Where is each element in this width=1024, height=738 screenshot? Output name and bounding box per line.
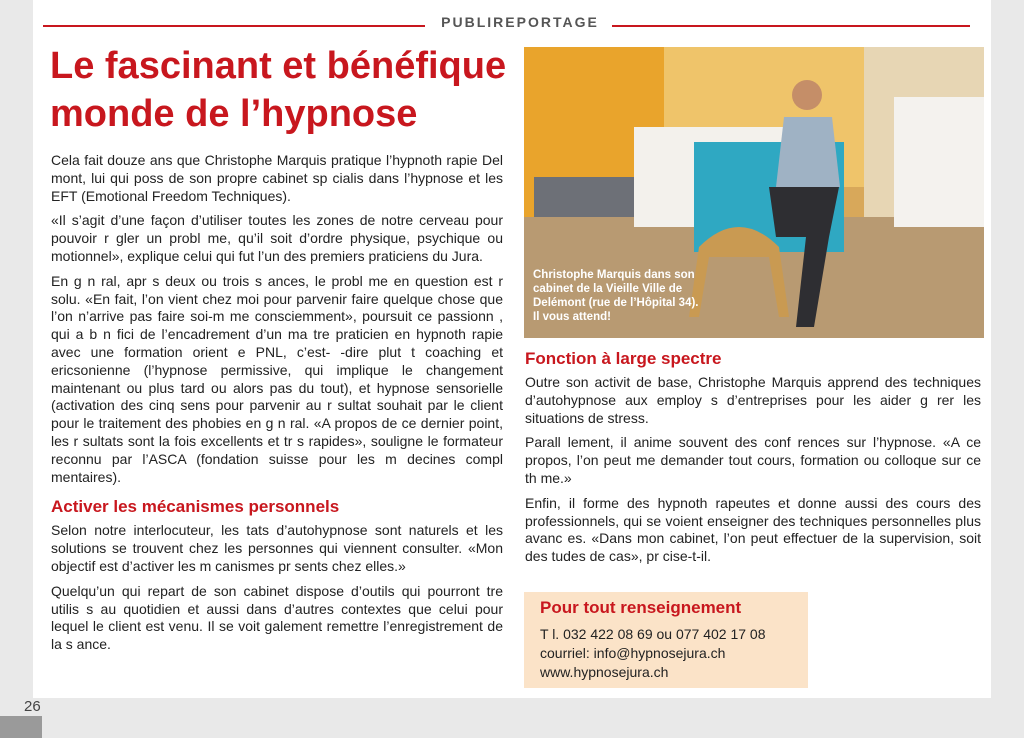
photo-caption: Christophe Marquis dans son cabinet de la Vieille Ville de Delémont (rue de l’Hôpital 34). Il vous attend!: [533, 269, 699, 323]
contact-website[interactable]: www.hypnosejura.ch: [540, 664, 669, 680]
paragraph-7: Parall lement, il anime souvent des conf rences sur l’hypnose. «A ce propos, l’on peut me demander tout cours, formation ou colloque sur ce th me.»: [525, 434, 981, 486]
paragraph-1: Cela fait douze ans que Christophe Marquis pratique l’hypnoth rapie Del mont, lui qui poss de son propre cabinet sp cialis dans l’hypnose et les EFT (Emotional Freedom Techniques).: [51, 152, 503, 204]
section-label: PUBLIREPORTAGE: [441, 14, 599, 30]
contact-box: [524, 592, 808, 688]
paragraph-5: Quelqu’un qui repart de son cabinet dispose d’outils qui pourront tre utilis s au quotidien et aussi dans d’autres contextes que celui pour lequel le client est venu. Il se voit galement remettre l’enregistrement de la s ance.: [51, 582, 503, 653]
paragraph-2: «Il s’agit d’une façon d’utiliser toutes les zones de notre cerveau pour pouvoir r gler un probl me, qu’il soit d’ordre physique, psychique ou motionnel», explique celui qui fut l’un des premiers praticiens du Jura.: [51, 212, 503, 264]
paragraph-8: Enfin, il forme des hypnoth rapeutes et donne aussi des cours des professionnels, qui se voient enseigner des techniques personnelles plus avanc es. «Dans mon cabinet, l’on peut effectuer de la supervision, soit des tudes de cas», pr cise-t-il.: [525, 494, 981, 565]
article-title: [50, 42, 520, 138]
page-number: 26: [24, 698, 41, 715]
title-line-2: monde de l’hypnose: [50, 93, 418, 135]
page-tab: [0, 716, 42, 738]
paragraph-4: Selon notre interlocuteur, les tats d’autohypnose sont naturels et les solutions se trouvent chez les personnes qui viennent consulter. «Mon objectif est d’activer les m canismes pr sents chez elles.»: [51, 522, 503, 574]
contact-title: Pour tout renseignement: [540, 598, 742, 617]
contact-phone[interactable]: T l. 032 422 08 69 ou 077 402 17 08: [540, 626, 766, 642]
paragraph-3: En g n ral, apr s deux ou trois s ances, le probl me en question est r solu. «En fait, l’on vient chez moi pour parvenir faire quelque chose que l’on n’arrive pas faire soi-m me consciemment», poursuit ce passionn , qui a b n fici de l’encadrement d’un ma tre praticien en hypnoth rapie avec une formation orient e PNL, c’est- -dire plut t coaching et ericsonienne (l’hypnose permissive, qui implique le changement maintenant ou plus tard ou alors pas du tout), et hypnose sensorielle (activation des cinq sens pour parvenir au r sultat souhait par le client pour le traitement des phobies en g n ral. «A propos de ce dernier point, les r sultats sont la fois excellents et tr s rapides», souligne le formateur reconnu par l’ASCA (fondation suisse pour les m decines compl mentaires).: [51, 272, 503, 485]
contact-email[interactable]: courriel: info@hypnosejura.ch: [540, 645, 726, 661]
subheading-mechanisms: Activer les mécanismes personnels: [51, 497, 340, 517]
title-line-1: Le fascinant et bénéfique: [50, 45, 507, 87]
right-column: [525, 349, 981, 573]
header-rule-right: [612, 25, 970, 27]
left-column: [51, 152, 503, 661]
header-rule-left: [43, 25, 425, 27]
paragraph-6: Outre son activit de base, Christophe Marquis apprend des techniques d’autohypnose aux employ s d’entreprises pour les aider g rer les situations de stress.: [525, 374, 981, 426]
subheading-spectrum: Fonction à large spectre: [525, 349, 722, 368]
